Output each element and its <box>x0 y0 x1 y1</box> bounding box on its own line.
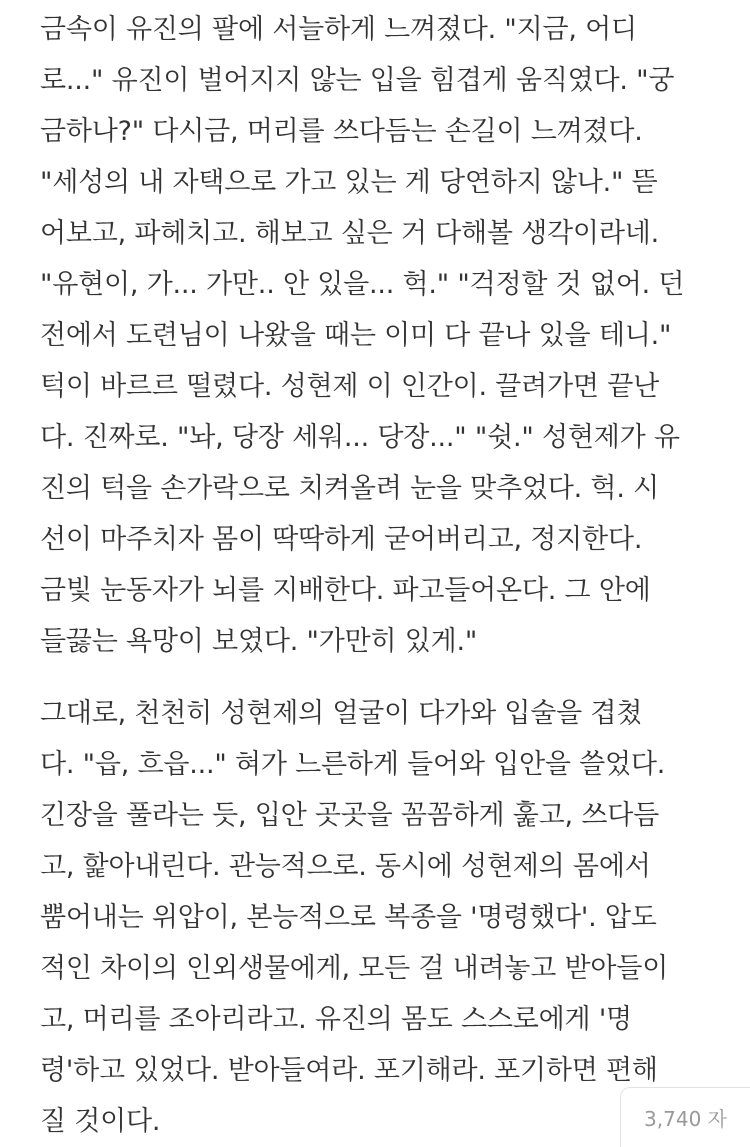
text-line: 들끓는 욕망이 보였다. "가만히 있게." <box>40 626 478 657</box>
text-line: 금빛 눈동자가 뇌를 지배한다. 파고들어온다. 그 안에 <box>40 575 651 606</box>
text-line: 다. 진짜로. "놔, 당장 세워... 당장..." "쉿." 성현제가 유 <box>40 422 680 453</box>
text-line: 어보고, 파헤치고. 해보고 싶은 거 다해볼 생각이라네. <box>40 218 659 249</box>
text-line: 그대로, 천천히 성현제의 얼굴이 다가와 입술을 겹쳤 <box>40 698 643 729</box>
text-line: 로..." 유진이 벌어지지 않는 입을 힘겹게 움직였다. "궁 <box>40 65 675 96</box>
text-line: 고, 머리를 조아리라고. 유진의 몸도 스스로에게 '명 <box>40 1004 632 1035</box>
text-line: 다. "읍, 흐읍..." 혀가 느른하게 들어와 입안을 쓸었다. <box>40 749 666 780</box>
text-line: "유현이, 가... 가만.. 안 있을... 헉." "걱정할 것 없어. 던 <box>40 269 685 300</box>
text-line: 령'하고 있었다. 받아들여라. 포기해라. 포기하면 편해 <box>40 1055 658 1086</box>
text-line: 뿜어내는 위압이, 본능적으로 복종을 '명령했다'. 압도 <box>40 902 657 933</box>
text-line: 적인 차이의 인외생물에게, 모든 걸 내려놓고 받아들이 <box>40 953 669 984</box>
text-line: 금하나?" 다시금, 머리를 쓰다듬는 손길이 느껴졌다. <box>40 116 643 147</box>
text-line: 고, 핥아내린다. 관능적으로. 동시에 성현제의 몸에서 <box>40 851 651 882</box>
text-line: 선이 마주치자 몸이 딱딱하게 굳어버리고, 정지한다. <box>40 524 643 555</box>
text-line: 턱이 바르르 떨렸다. 성현제 이 인간이. 끌려가면 끝난 <box>40 371 659 402</box>
text-line: 금속이 유진의 팔에 서늘하게 느껴졌다. "지금, 어디 <box>40 14 637 45</box>
text-line: "세성의 내 자택으로 가고 있는 게 당연하지 않나." 뜯 <box>40 167 658 198</box>
char-count-label: 3,740 자 <box>644 1107 727 1131</box>
text-line: 전에서 도련님이 나왔을 때는 이미 다 끝나 있을 테니." <box>40 320 672 351</box>
text-line: 질 것이다. <box>40 1106 161 1137</box>
char-count-badge <box>620 1087 750 1147</box>
text-line: 긴장을 풀라는 듯, 입안 곳곳을 꼼꼼하게 훑고, 쓰다듬 <box>40 800 659 831</box>
text-line: 진의 턱을 손가락으로 치켜올려 눈을 맞추었다. 헉. 시 <box>40 473 659 504</box>
